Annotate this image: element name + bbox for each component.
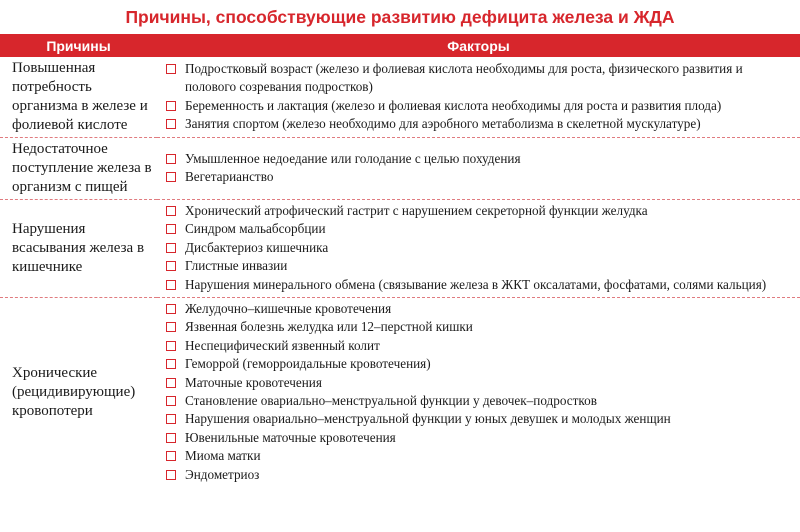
- cause-cell: Хронические (рецидивирующие) кровопотери: [12, 365, 136, 420]
- factor-list: [163, 60, 794, 134]
- factors-cell: [157, 57, 800, 138]
- factor-item: [163, 447, 794, 465]
- square-outline-icon: [166, 433, 176, 443]
- square-outline-icon: [166, 341, 176, 351]
- factors-cell: [157, 298, 800, 488]
- table-body: [0, 57, 800, 487]
- square-outline-icon: [166, 470, 176, 480]
- factor-item: [163, 300, 794, 318]
- factor-item: [163, 410, 794, 428]
- square-outline-icon: [166, 322, 176, 332]
- factor-text: Ювенильные маточные кровотечения: [185, 429, 396, 445]
- factor-text: Миома матки: [185, 448, 261, 464]
- factor-item: [163, 220, 794, 238]
- factors-cell: [157, 138, 800, 200]
- factor-item: [163, 429, 794, 447]
- factor-text: Становление овариально–менструальной функции у девочек–подростков: [185, 393, 597, 409]
- factor-item: [163, 337, 794, 355]
- square-outline-icon: [166, 64, 176, 74]
- table-row: [0, 298, 800, 488]
- square-outline-icon: [166, 304, 176, 314]
- header-causes: Причины: [0, 34, 157, 57]
- square-outline-icon: [166, 206, 176, 216]
- square-outline-icon: [166, 119, 176, 129]
- square-outline-icon: [166, 396, 176, 406]
- factor-item: [163, 239, 794, 257]
- factor-text: Желудочно–кишечные кровотечения: [185, 301, 392, 317]
- factor-text: Подростковый возраст (железо и фолиевая кислота необходимы для роста, физического развития и полового созревания подростков): [185, 60, 743, 95]
- table-row: [0, 138, 800, 200]
- factors-cell: [157, 200, 800, 298]
- square-outline-icon: [166, 172, 176, 182]
- factor-text: Хронический атрофический гастрит с нарушением секреторной функции желудка: [185, 203, 648, 218]
- factor-text: Геморрой (геморроидальные кровотечения): [185, 356, 431, 372]
- factor-item: [163, 168, 794, 186]
- square-outline-icon: [166, 414, 176, 424]
- factor-text: Нарушения минерального обмена (связывание железа в ЖКТ оксалатами, фосфатами, солями кальция): [185, 276, 767, 292]
- factor-text: Занятия спортом (железо необходимо для аэробного метаболизма в скелетной мускулатуре): [185, 115, 701, 131]
- factor-text: Язвенная болезнь желудка или 12–перстной кишки: [185, 319, 473, 335]
- factor-text: Эндометриоз: [185, 466, 260, 482]
- factor-list: [163, 202, 794, 294]
- cause-cell: Недостаточное поступление железа в организм с пищей: [12, 141, 152, 195]
- factor-item: [163, 97, 794, 115]
- factor-item: [163, 115, 794, 133]
- factor-item: [163, 392, 794, 410]
- factor-text: Синдром мальабсорбции: [185, 221, 326, 237]
- factor-text: Беременность и лактация (железо и фолиевая кислота необходимы для роста и развития плода): [185, 97, 722, 113]
- factor-item: [163, 150, 794, 168]
- square-outline-icon: [166, 154, 176, 164]
- factor-text: Нарушения овариально–менструальной функции у юных девушек и молодых женщин: [185, 411, 671, 427]
- square-outline-icon: [166, 243, 176, 253]
- factor-text: Вегетарианство: [185, 169, 274, 184]
- factor-list: [163, 150, 794, 187]
- cause-cell: Повышенная потребность организма в железе и фолиевой кислоте: [12, 60, 148, 133]
- factor-item: [163, 60, 794, 97]
- table-title: Причины, способствующие развитию дефицита железа и ЖДА: [125, 7, 675, 27]
- factor-item: [163, 202, 794, 220]
- factor-item: [163, 318, 794, 336]
- factor-text: Маточные кровотечения: [185, 374, 322, 390]
- factor-list: [163, 300, 794, 484]
- factor-item: [163, 374, 794, 392]
- table-row: [0, 57, 800, 138]
- causes-factors-table: [0, 34, 800, 487]
- header-factors: Факторы: [157, 34, 800, 57]
- table-header-row: [0, 34, 800, 57]
- square-outline-icon: [166, 101, 176, 111]
- square-outline-icon: [166, 224, 176, 234]
- factor-text: Глистные инвазии: [185, 258, 288, 274]
- factor-text: Умышленное недоедание или голодание с целью похудения: [185, 150, 521, 166]
- square-outline-icon: [166, 280, 176, 290]
- square-outline-icon: [166, 451, 176, 461]
- factor-item: [163, 466, 794, 484]
- factor-item: [163, 257, 794, 275]
- cause-cell: Нарушения всасывания железа в кишечнике: [12, 221, 145, 276]
- square-outline-icon: [166, 359, 176, 369]
- factor-text: Дисбактериоз кишечника: [185, 239, 329, 255]
- factor-item: [163, 276, 794, 294]
- table-row: [0, 200, 800, 298]
- square-outline-icon: [166, 261, 176, 271]
- square-outline-icon: [166, 378, 176, 388]
- factor-item: [163, 355, 794, 373]
- factor-text: Неспецифический язвенный колит: [185, 337, 380, 353]
